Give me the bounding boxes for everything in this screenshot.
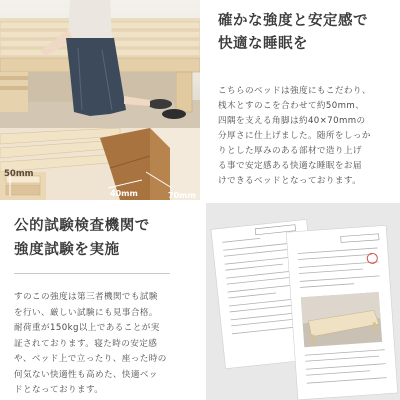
test-description-line: ドとなっております。	[14, 385, 104, 395]
certificate-page-front	[286, 225, 397, 400]
strength-description-line: けできるベッドとなっております。	[218, 176, 362, 186]
bed-photo	[0, 0, 200, 128]
strength-heading-line: 快適な睡眠を	[218, 36, 308, 52]
test-description-line: すのこの強度は第三者機関でも試験	[14, 292, 158, 302]
test-description-line: を行い、厳しい試験にも見事合格。	[14, 307, 158, 318]
strength-heading-line: 確かな強度と安定感で	[218, 13, 368, 29]
test-description-line: や、ベッド上で立ったり、座った時の	[14, 354, 167, 364]
test-description-line: 何気ない快適性も高めた、快適ベッ	[14, 369, 158, 380]
section-divider	[14, 273, 170, 274]
strength-description-line: る事で安定感ある快適な睡眠をお届	[218, 161, 362, 171]
strength-description	[218, 84, 398, 189]
test-heading-line: 公的試験検査機関で	[14, 218, 150, 234]
strength-description-line: 四隅を支える角脚は約40×70mmの	[218, 116, 366, 126]
strength-description-line: こちらのベッドは強度にもこだわり、	[218, 86, 371, 96]
test-heading-line: 強度試験を実施	[14, 242, 120, 258]
strength-description-line: りとした厚みのある部材で造り上げ	[218, 146, 362, 156]
strength-heading	[218, 10, 398, 56]
certificate-documents	[206, 203, 400, 400]
leg-width-label: 40mm	[110, 189, 138, 198]
bed-illustration	[0, 0, 200, 128]
test-description-line: 証されております。寝た時の安定感	[14, 338, 158, 349]
test-heading	[14, 214, 194, 262]
strength-description-line: 分厚さに仕上げました。随所をしっか	[218, 131, 371, 141]
slat-thickness-label: 50mm	[4, 169, 34, 179]
leg-depth-label: 70mm	[168, 191, 196, 200]
slat-closeup-photo	[0, 128, 200, 200]
slat-closeup-illustration	[0, 128, 200, 200]
test-description-line: 耐荷重が150kg以上であることが実	[14, 323, 160, 333]
strength-description-line: 桟木とすのこを合わせて約50mm、	[218, 101, 365, 111]
test-description	[14, 290, 194, 399]
test-certificate-panel	[206, 203, 400, 400]
strength-section	[212, 0, 400, 200]
